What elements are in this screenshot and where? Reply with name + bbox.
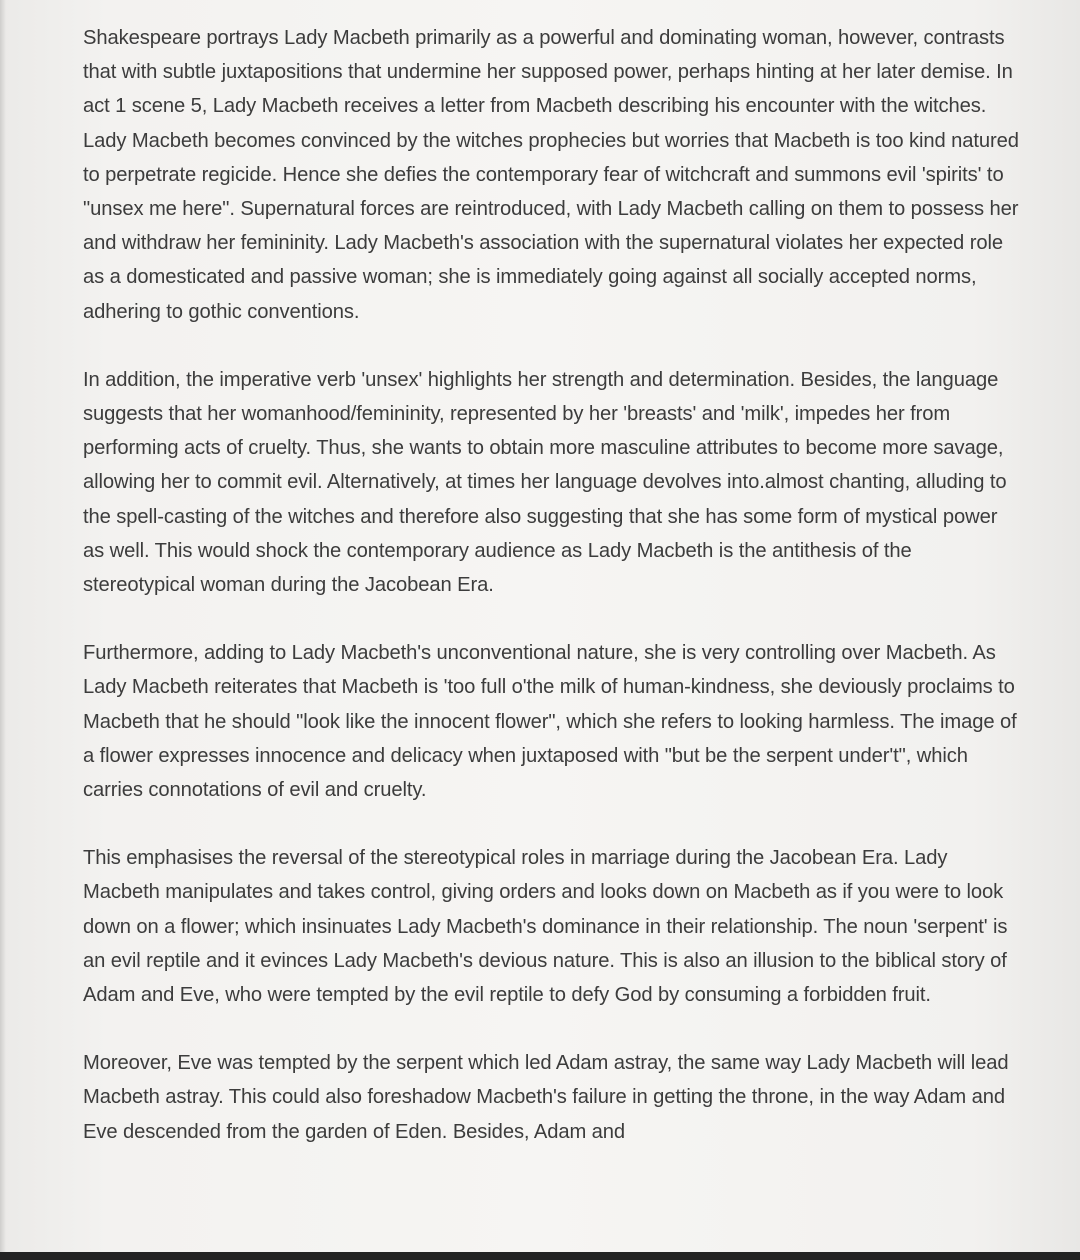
bottom-border (0, 1252, 1080, 1260)
document-body (83, 21, 1023, 1149)
paragraph-4: This emphasises the reversal of the stereotypical roles in marriage during the Jacobean Era. Lady Macbeth manipulates and takes control, giving orders and looks down on Macbeth as if you were to look down on a flower; which insinuates Lady Macbeth's dominance in their relationship. The noun 'serpent' is an evil reptile and it evinces Lady Macbeth's devious nature. This is also an illusion to the biblical story of Adam and Eve, who were tempted by the evil reptile to defy God by consuming a forbidden fruit. (83, 847, 1008, 1007)
paragraph-2: In addition, the imperative verb 'unsex' highlights her strength and determination. Besides, the language suggests that her womanhood/femininity, represented by her 'breasts' and 'milk', impedes her from performing acts of cruelty. Thus, she wants to obtain more masculine attributes to become more savage, allowing her to commit evil. Alternatively, at times her language devolves into.almost chanting, alluding to the spell-casting of the witches and therefore also suggesting that she has some form of mystical power as well. This would shock the contemporary audience as Lady Macbeth is the antithesis of the stereotypical woman during the Jacobean Era. (83, 368, 1007, 597)
paragraph-5: Moreover, Eve was tempted by the serpent which led Adam astray, the same way Lady Macbeth will lead Macbeth astray. This could also foreshadow Macbeth's failure in getting the throne, in the way Adam and Eve descended from the garden of Eden. Besides, Adam and (83, 1052, 1009, 1143)
paragraph-1: Shakespeare portrays Lady Macbeth primarily as a powerful and dominating woman, however, contrasts that with subtle juxtapositions that undermine her supposed power, perhaps hinting at her later demise. In act 1 scene 5, Lady Macbeth receives a letter from Macbeth describing his encounter with the witches. Lady Macbeth becomes convinced by the witches prophecies but worries that Macbeth is too kind natured to perpetrate regicide. Hence she defies the contemporary fear of witchcraft and summons evil 'spirits' to "unsex me here". Supernatural forces are reintroduced, with Lady Macbeth calling on them to possess her and withdraw her femininity. Lady Macbeth's association with the supernatural violates her expected role as a domesticated and passive woman; she is immediately going against all socially accepted norms, adhering to gothic conventions. (83, 27, 1019, 323)
page-edge-shadow (0, 0, 6, 1252)
paragraph-3: Furthermore, adding to Lady Macbeth's unconventional nature, she is very controlling over Macbeth. As Lady Macbeth reiterates that Macbeth is 'too full o'the milk of human-kindness, she deviously proclaims to Macbeth that he should "look like the innocent flower", which she refers to looking harmless. The image of a flower expresses innocence and delicacy when juxtaposed with "but be the serpent under't", which carries connotations of evil and cruelty. (83, 642, 1017, 802)
